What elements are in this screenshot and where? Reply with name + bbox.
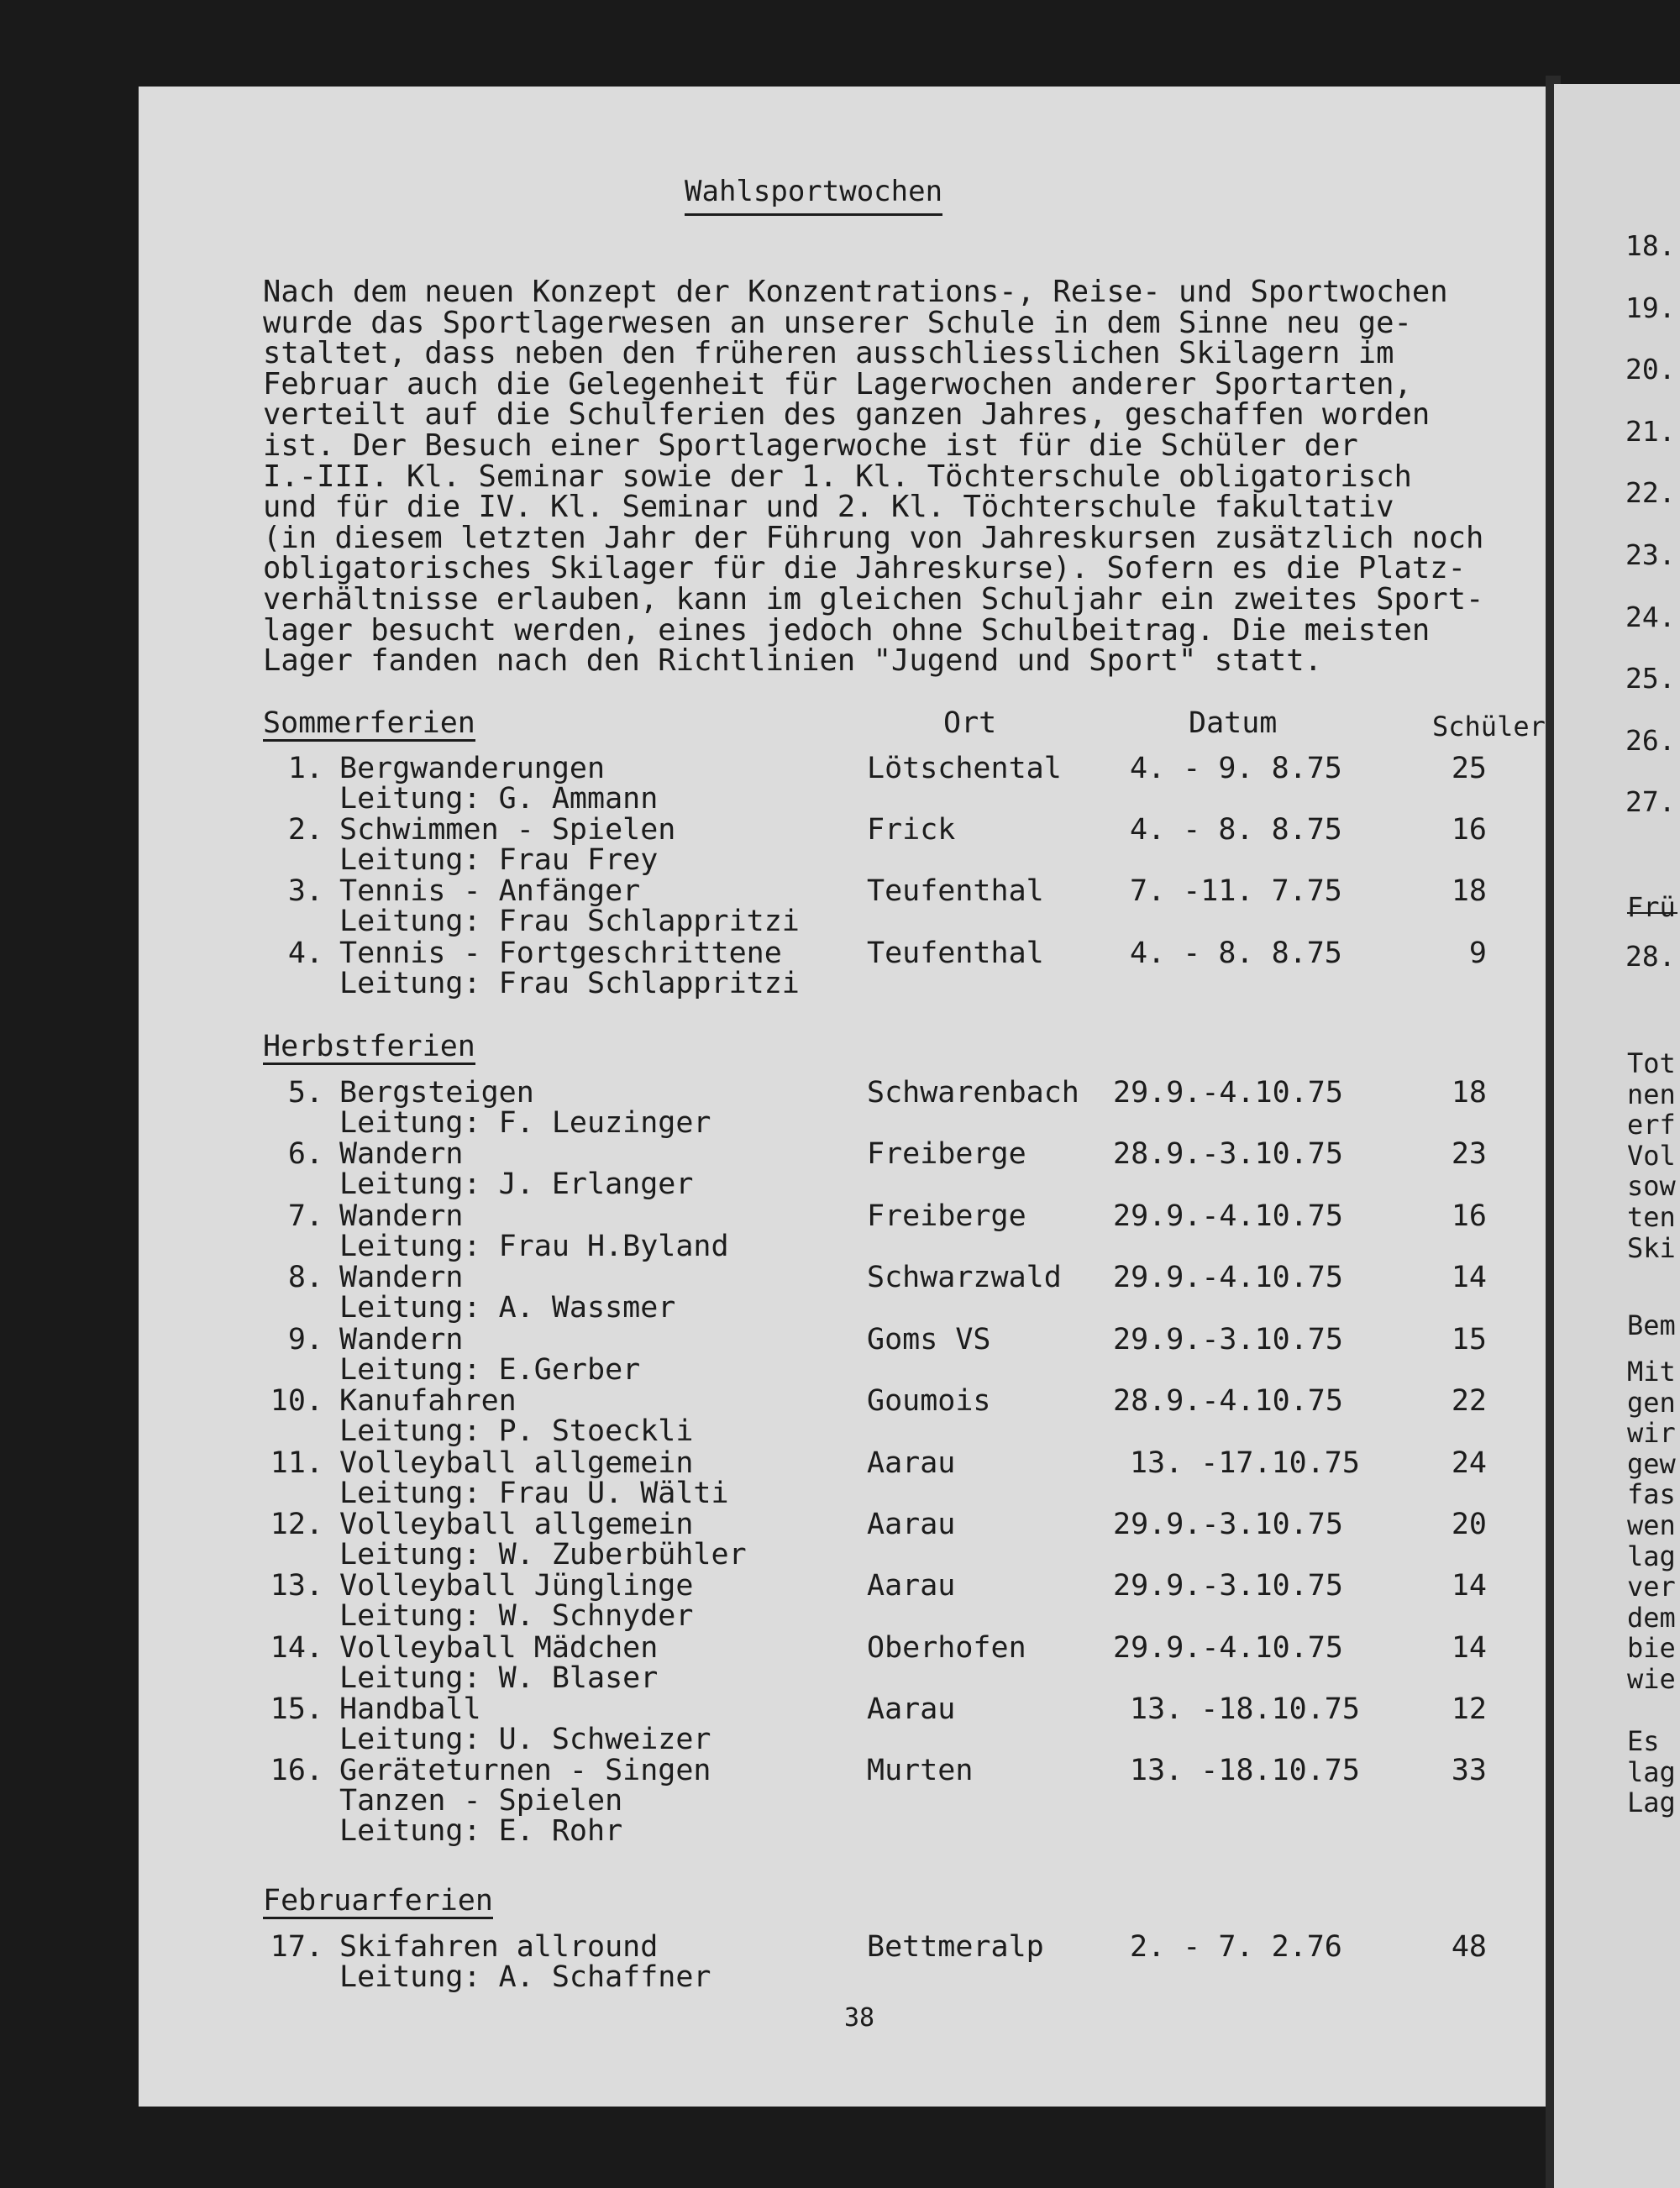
camp-entry <box>260 1262 1554 1325</box>
entry-date: 13. -17.10.75 <box>1130 1446 1360 1480</box>
right-page-number: 21. <box>1625 414 1676 448</box>
entry-activity: Handball <box>339 1692 481 1726</box>
right-page-fragment: Ski <box>1627 1231 1676 1264</box>
entry-number: 9. <box>287 1323 323 1356</box>
camp-entry <box>260 1325 1554 1387</box>
right-page-number: 20. <box>1625 353 1676 386</box>
entry-leader: Leitung: Frau Frey <box>339 843 659 877</box>
entry-location: Oberhofen <box>867 1631 1026 1665</box>
entry-leader: Leitung: Frau Schlappritzi <box>339 905 800 938</box>
entry-leader: Leitung: Frau H.Byland <box>339 1230 729 1263</box>
right-page-fragment: sow <box>1627 1170 1676 1203</box>
entry-location: Aarau <box>867 1508 956 1541</box>
camp-entry <box>260 938 1554 1000</box>
entry-number: 3. <box>287 874 323 908</box>
entry-date: 4. - 8. 8.75 <box>1130 813 1342 847</box>
right-page-fragment: bie <box>1627 1632 1676 1665</box>
entry-student-count: 23 <box>1451 1137 1487 1171</box>
camp-entry <box>260 1448 1554 1510</box>
entry-number: 1. <box>287 752 323 785</box>
entry-date: 2. - 7. 2.76 <box>1130 1930 1342 1964</box>
entry-leader: Leitung: E. Rohr <box>339 1814 623 1848</box>
right-page-number: 22. <box>1625 476 1676 510</box>
entry-student-count: 9 <box>1468 937 1487 970</box>
right-page-fragment: dem <box>1627 1601 1676 1634</box>
entry-number: 5. <box>287 1076 323 1110</box>
entry-date: 29.9.-4.10.75 <box>1113 1076 1343 1110</box>
entry-location: Teufenthal <box>867 937 1044 970</box>
entry-leader: Leitung: U. Schweizer <box>339 1723 711 1756</box>
entry-leader: Leitung: A. Schaffner <box>339 1960 711 1994</box>
entry-student-count: 14 <box>1451 1631 1487 1665</box>
right-page-fragment: fas <box>1627 1478 1676 1511</box>
entry-activity: Wandern <box>339 1261 464 1294</box>
entry-location: Murten <box>867 1754 974 1787</box>
section-heading-februarferien: Februarferien <box>263 1884 493 1918</box>
right-page-number: 19. <box>1625 291 1676 324</box>
entry-location: Goumois <box>867 1384 991 1418</box>
entry-date: 29.9.-3.10.75 <box>1113 1323 1343 1356</box>
entry-student-count: 18 <box>1451 1076 1487 1110</box>
intro-line: (in diesem letzten Jahr der Führung von Jahreskursen zusätzlich noch <box>263 520 1484 555</box>
entry-student-count: 15 <box>1451 1323 1487 1356</box>
entry-leader: Leitung: W. Zuberbühler <box>339 1538 747 1571</box>
camp-entry <box>260 1932 1554 1994</box>
entry-student-count: 12 <box>1451 1692 1487 1726</box>
entry-date: 29.9.-3.10.75 <box>1113 1569 1343 1603</box>
intro-line: I.-III. Kl. Seminar sowie der 1. Kl. Töchterschule obligatorisch <box>263 459 1412 494</box>
intro-line: wurde das Sportlagerwesen an unserer Schule in dem Sinne neu ge- <box>263 305 1412 340</box>
right-page-fragment: wen <box>1627 1509 1676 1541</box>
entry-activity-line2: Tanzen - Spielen <box>339 1784 623 1818</box>
page-title: Wahlsportwochen <box>685 175 942 216</box>
entry-number: 14. <box>270 1631 323 1665</box>
entry-leader: Leitung: J. Erlanger <box>339 1167 694 1201</box>
entry-leader: Leitung: Frau U. Wälti <box>339 1477 729 1510</box>
entry-student-count: 18 <box>1451 874 1487 908</box>
right-page-fragment: lag <box>1627 1540 1676 1572</box>
right-page-number: 25. <box>1625 662 1676 695</box>
entry-leader: Leitung: A. Wassmer <box>339 1291 676 1325</box>
entry-location: Aarau <box>867 1569 956 1603</box>
entry-student-count: 16 <box>1451 813 1487 847</box>
camp-entry <box>260 1571 1554 1633</box>
entry-leader: Leitung: P. Stoeckli <box>339 1414 694 1448</box>
entry-activity: Volleyball Mädchen <box>339 1631 659 1665</box>
entry-number: 17. <box>270 1930 323 1964</box>
entry-activity: Geräteturnen - Singen <box>339 1754 711 1787</box>
intro-line: lager besucht werden, eines jedoch ohne Schulbeitrag. Die meisten <box>263 612 1431 648</box>
intro-paragraph <box>263 277 1540 677</box>
page-number: 38 <box>844 2003 875 2033</box>
camp-entry <box>260 1078 1554 1140</box>
entry-date: 29.9.-4.10.75 <box>1113 1631 1343 1665</box>
entry-activity: Schwimmen - Spielen <box>339 813 676 847</box>
intro-line: verhältnisse erlauben, kann im gleichen Schuljahr ein zweites Sport- <box>263 581 1484 617</box>
intro-line: Lager fanden nach den Richtlinien "Jugend und Sport" statt. <box>263 643 1322 679</box>
right-page-fragment: Vol <box>1627 1139 1676 1172</box>
entry-number: 8. <box>287 1261 323 1294</box>
right-page-number: 18. <box>1625 229 1676 262</box>
right-page-fragment: wir <box>1627 1417 1676 1450</box>
entry-student-count: 33 <box>1451 1754 1487 1787</box>
entry-student-count: 14 <box>1451 1569 1487 1603</box>
right-page-fragment: ten <box>1627 1201 1676 1233</box>
camp-entry <box>260 1201 1554 1263</box>
entry-date: 13. -18.10.75 <box>1130 1754 1360 1787</box>
entry-student-count: 48 <box>1451 1930 1487 1964</box>
entry-location: Lötschental <box>867 752 1062 785</box>
right-page-fragment: gew <box>1627 1447 1676 1480</box>
right-page-fragment: Es <box>1627 1725 1660 1757</box>
entry-location: Schwarenbach <box>867 1076 1079 1110</box>
entry-student-count: 25 <box>1451 752 1487 785</box>
entry-leader: Leitung: F. Leuzinger <box>339 1106 711 1140</box>
camp-entry <box>260 876 1554 938</box>
entry-student-count: 22 <box>1451 1384 1487 1418</box>
entry-date: 28.9.-4.10.75 <box>1113 1384 1343 1418</box>
right-page-heading-fragment: Frü <box>1627 891 1676 923</box>
entry-activity: Tennis - Fortgeschrittene <box>339 937 782 970</box>
right-page-fragment: Tot <box>1627 1047 1676 1079</box>
right-page-heading-fragment: Bem <box>1627 1309 1676 1341</box>
entry-activity: Volleyball allgemein <box>339 1508 694 1541</box>
entry-number: 6. <box>287 1137 323 1171</box>
entry-date: 7. -11. 7.75 <box>1130 874 1342 908</box>
camp-entry <box>260 753 1554 816</box>
right-page-number: 23. <box>1625 538 1676 571</box>
right-page-fragment: nen <box>1627 1078 1676 1110</box>
entry-date: 13. -18.10.75 <box>1130 1692 1360 1726</box>
entry-activity: Wandern <box>339 1323 464 1356</box>
entry-activity: Wandern <box>339 1137 464 1171</box>
entry-number: 13. <box>270 1569 323 1603</box>
section-heading-herbstferien: Herbstferien <box>263 1030 475 1063</box>
entry-location: Freiberge <box>867 1137 1026 1171</box>
entry-activity: Volleyball allgemein <box>339 1446 694 1480</box>
entry-date: 4. - 9. 8.75 <box>1130 752 1342 785</box>
entry-number: 11. <box>270 1446 323 1480</box>
entry-activity: Kanufahren <box>339 1384 517 1418</box>
intro-line: ist. Der Besuch einer Sportlagerwoche ist für die Schüler der <box>263 428 1358 463</box>
entry-date: 29.9.-4.10.75 <box>1113 1261 1343 1294</box>
entry-location: Frick <box>867 813 956 847</box>
entry-number: 10. <box>270 1384 323 1418</box>
entry-number: 4. <box>287 937 323 970</box>
right-page-fragment: erf <box>1627 1109 1676 1141</box>
column-header-datum: Datum <box>1189 706 1278 740</box>
entry-leader: Leitung: Frau Schlappritzi <box>339 967 800 1000</box>
entry-student-count: 24 <box>1451 1446 1487 1480</box>
section-heading-sommerferien: Sommerferien <box>263 706 475 740</box>
right-page-fragment: wie <box>1627 1663 1676 1695</box>
right-page-fragment: ver <box>1627 1571 1676 1603</box>
entry-number: 12. <box>270 1508 323 1541</box>
camp-entry <box>260 1509 1554 1571</box>
entry-number: 7. <box>287 1199 323 1233</box>
entry-number: 16. <box>270 1754 323 1787</box>
entry-number: 2. <box>287 813 323 847</box>
intro-line: Nach dem neuen Konzept der Konzentrations-, Reise- und Sportwochen <box>263 275 1448 309</box>
camp-entry <box>260 1633 1554 1695</box>
entry-location: Schwarzwald <box>867 1261 1062 1294</box>
entry-location: Goms VS <box>867 1323 991 1356</box>
entry-activity: Bergwanderungen <box>339 752 606 785</box>
entry-location: Aarau <box>867 1692 956 1726</box>
right-page-fragment: Mit <box>1627 1356 1676 1388</box>
entry-activity: Bergsteigen <box>339 1076 534 1110</box>
entry-location: Aarau <box>867 1446 956 1480</box>
camp-entry <box>260 1694 1554 1756</box>
entry-activity: Tennis - Anfänger <box>339 874 641 908</box>
entry-leader: Leitung: E.Gerber <box>339 1353 641 1387</box>
intro-line: und für die IV. Kl. Seminar und 2. Kl. Töchterschule fakultativ <box>263 490 1394 525</box>
right-page-fragment: Lag <box>1627 1787 1676 1819</box>
entry-student-count: 14 <box>1451 1261 1487 1294</box>
entry-date: 4. - 8. 8.75 <box>1130 937 1342 970</box>
entry-location: Freiberge <box>867 1199 1026 1233</box>
intro-line: obligatorisches Skilager für die Jahreskurse). Sofern es die Platz- <box>263 551 1466 586</box>
entry-number: 15. <box>270 1692 323 1726</box>
right-page-number: 26. <box>1625 723 1676 757</box>
camp-entry <box>260 1139 1554 1201</box>
column-header-schueler: Schüler <box>1432 711 1546 742</box>
entry-activity: Volleyball Jünglinge <box>339 1569 694 1603</box>
entry-activity: Skifahren allround <box>339 1930 659 1964</box>
camp-entry <box>260 1755 1554 1848</box>
entry-leader: Leitung: W. Blaser <box>339 1661 659 1695</box>
intro-line: Februar auch die Gelegenheit für Lagerwochen anderer Sportarten, <box>263 366 1412 401</box>
right-page-fragment: lag <box>1627 1755 1676 1788</box>
entry-student-count: 20 <box>1451 1508 1487 1541</box>
intro-line: staltet, dass neben den früheren ausschliesslichen Skilagern im <box>263 336 1394 371</box>
entry-student-count: 16 <box>1451 1199 1487 1233</box>
entry-activity: Wandern <box>339 1199 464 1233</box>
entry-date: 29.9.-4.10.75 <box>1113 1199 1343 1233</box>
column-header-ort: Ort <box>943 706 997 740</box>
entry-date: 28.9.-3.10.75 <box>1113 1137 1343 1171</box>
entry-location: Teufenthal <box>867 874 1044 908</box>
entry-leader: Leitung: W. Schnyder <box>339 1599 694 1633</box>
intro-line: verteilt auf die Schulferien des ganzen Jahres, geschaffen worden <box>263 397 1431 433</box>
camp-entry <box>260 1386 1554 1448</box>
right-page-fragment: gen <box>1627 1386 1676 1419</box>
entry-date: 29.9.-3.10.75 <box>1113 1508 1343 1541</box>
right-page-number: 24. <box>1625 600 1676 633</box>
camp-entry <box>260 815 1554 877</box>
right-page-number: 27. <box>1625 785 1676 819</box>
right-page-heading-underline <box>1627 912 1677 914</box>
entry-location: Bettmeralp <box>867 1930 1044 1964</box>
right-page-number: 28. <box>1625 940 1676 973</box>
entry-leader: Leitung: G. Ammann <box>339 782 659 816</box>
